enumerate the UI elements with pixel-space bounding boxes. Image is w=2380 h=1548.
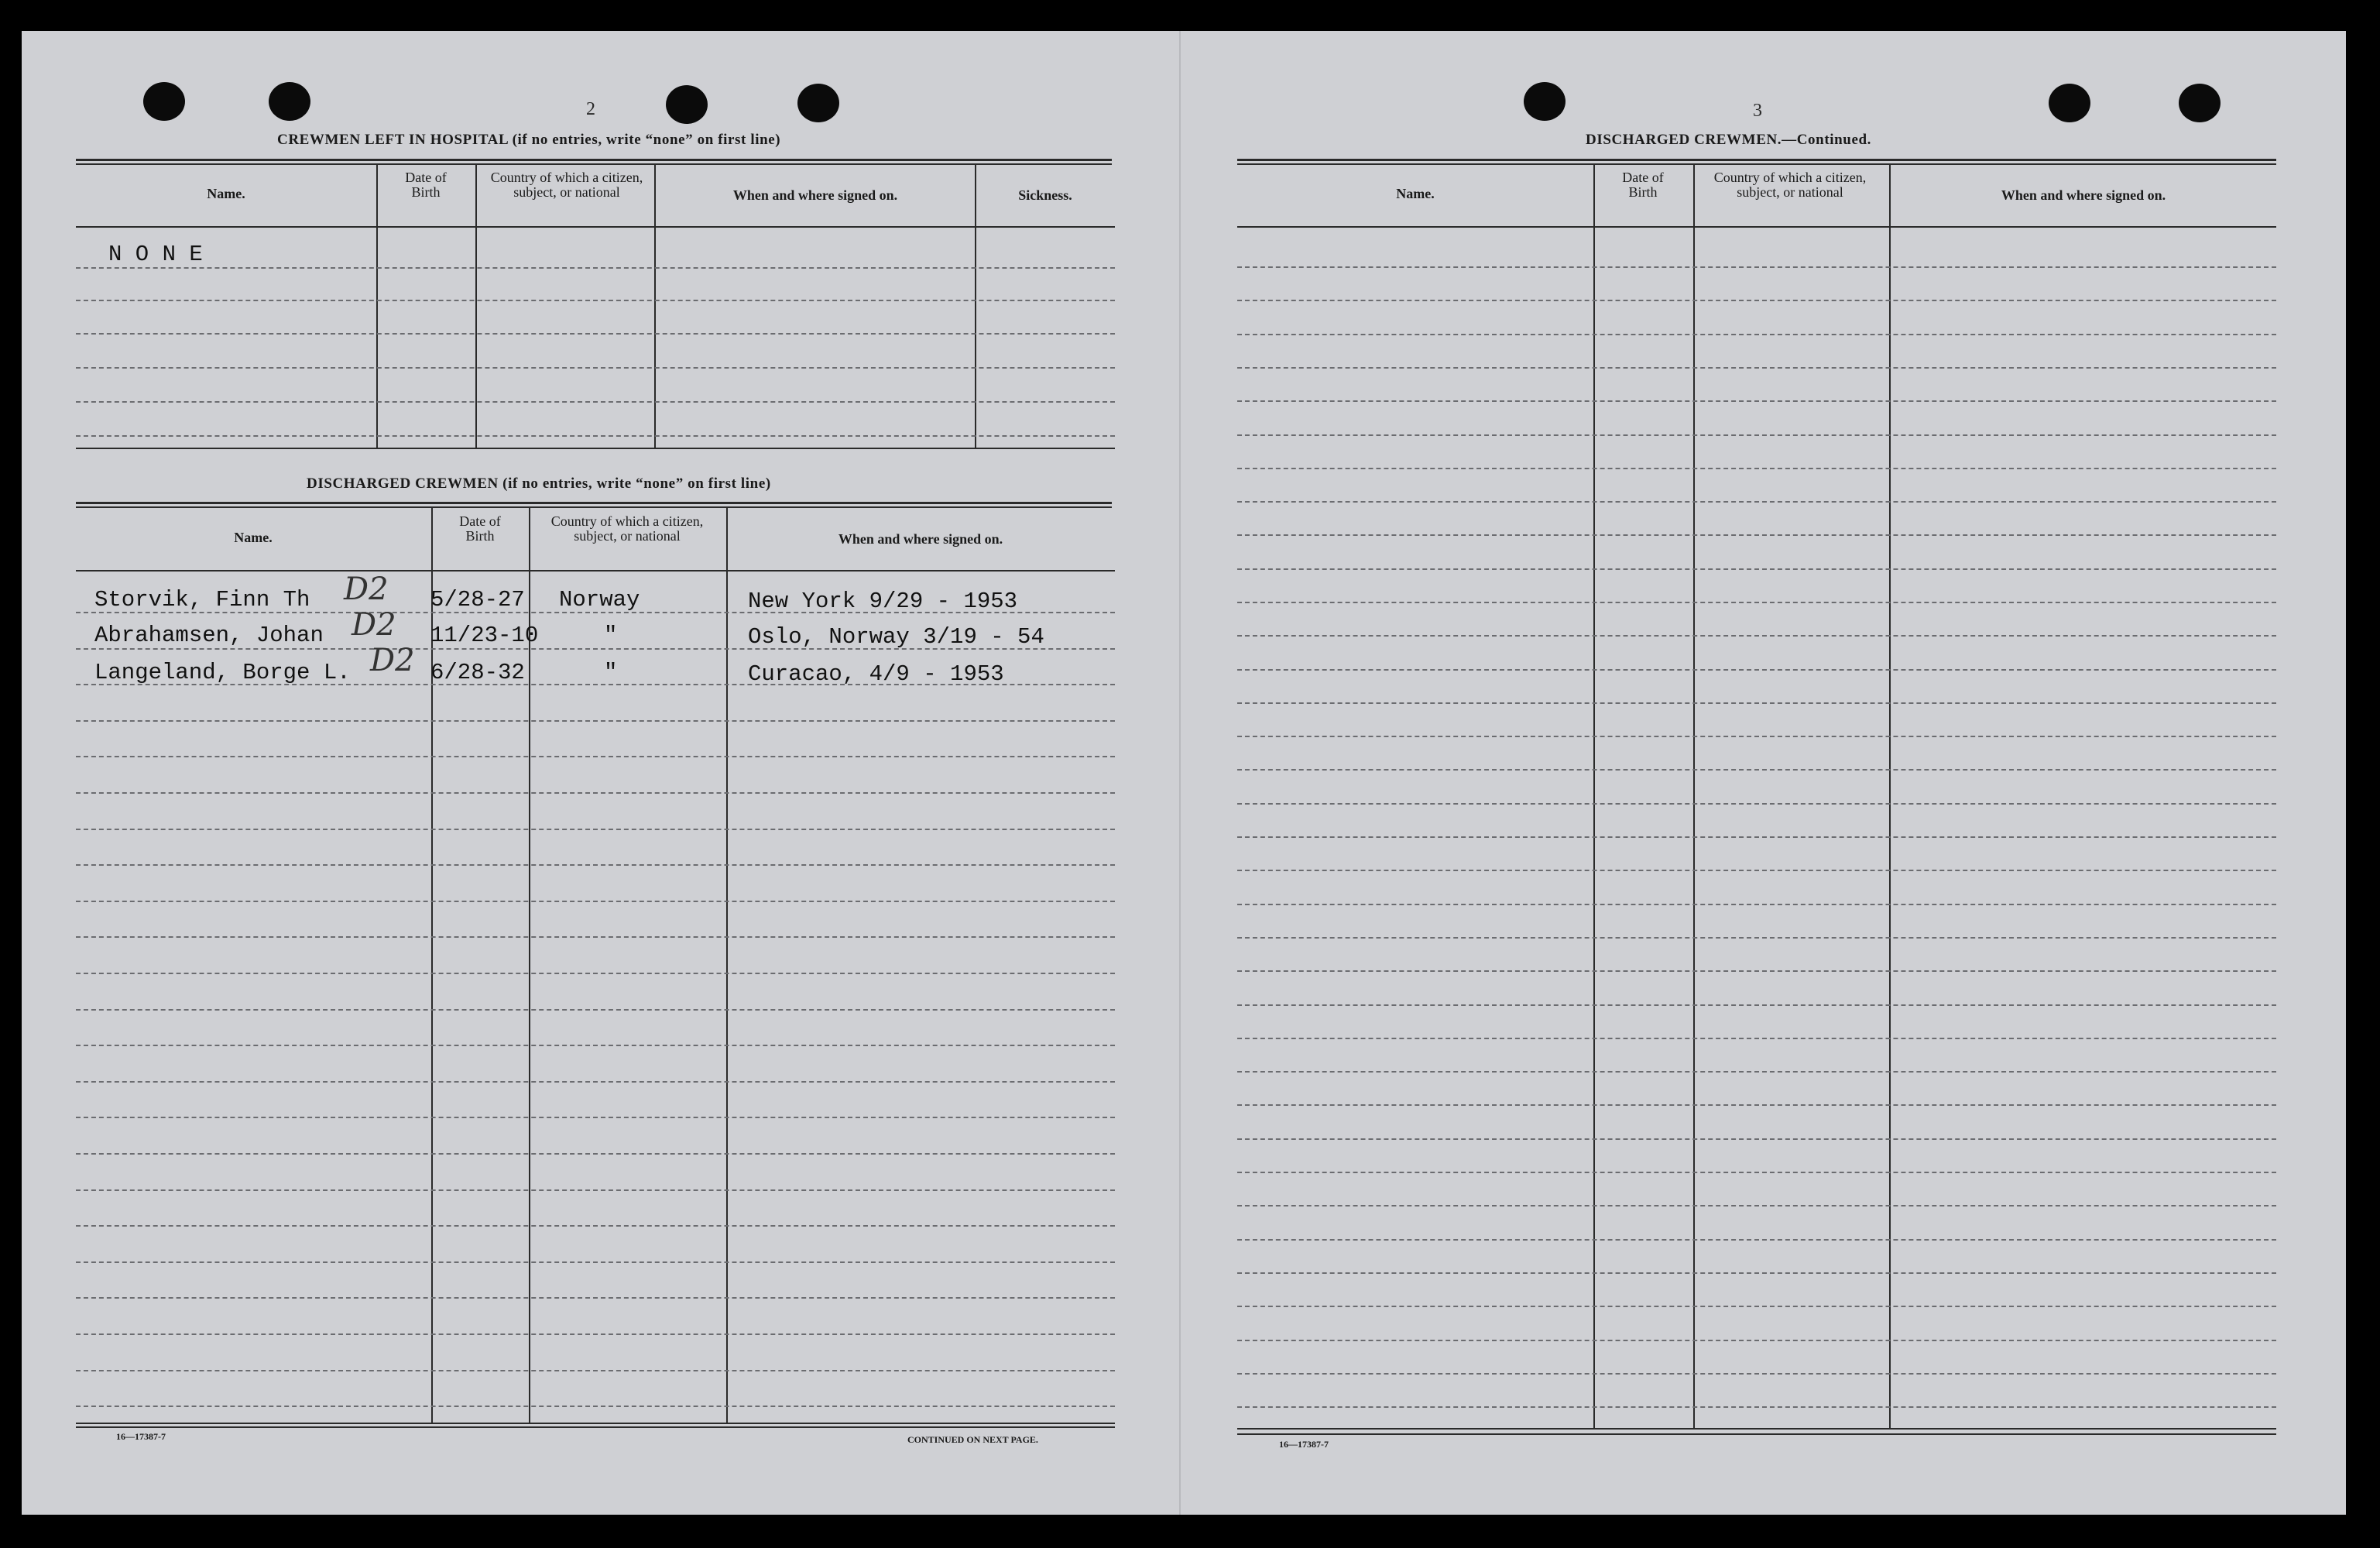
column-divider (475, 164, 477, 448)
handwritten-mark: D2 (370, 643, 415, 678)
column-divider (975, 164, 976, 448)
page-number: 3 (1753, 101, 1762, 121)
continued-note: CONTINUED ON NEXT PAGE. (907, 1434, 1038, 1445)
ruled-line (1237, 568, 2276, 570)
column-header-dob: Date of Birth (405, 170, 447, 200)
ruled-line (1237, 1172, 2276, 1173)
ruled-line (1237, 1373, 2276, 1375)
table-bottom-rule (1237, 1428, 2276, 1430)
ruled-line (76, 1333, 1115, 1335)
ruled-line (1237, 334, 2276, 335)
hospital-section-title: CREWMEN LEFT IN HOSPITAL (if no entries, write “none” on first line) (277, 132, 781, 148)
punch-hole (2049, 84, 2090, 122)
ruled-line (1237, 501, 2276, 503)
punch-hole (666, 85, 708, 124)
column-divider (726, 508, 728, 1423)
ruled-line (76, 1370, 1115, 1371)
crew-country: " (604, 623, 618, 648)
crew-name: Langeland, Borge L. (94, 660, 351, 685)
ruled-line (76, 973, 1115, 974)
handwritten-mark: D2 (344, 571, 389, 607)
ruled-line (76, 1009, 1115, 1011)
table-top-rule (76, 163, 1112, 165)
handwritten-mark: D2 (352, 607, 396, 643)
ruled-line (76, 829, 1115, 830)
ruled-line (1237, 400, 2276, 402)
ruled-line (76, 864, 1115, 866)
column-header-name: Name. (1396, 186, 1435, 201)
ruled-line (1237, 1306, 2276, 1307)
header-bottom-rule (76, 570, 1115, 571)
ruled-line (1237, 1205, 2276, 1206)
crew-dob: 5/28-27 (430, 587, 525, 613)
ruled-line (76, 333, 1115, 335)
ruled-line (76, 367, 1115, 369)
crew-signed: Oslo, Norway 3/19 - 54 (748, 624, 1044, 650)
ruled-line (76, 1045, 1115, 1046)
ruled-line (76, 267, 1115, 269)
ruled-line (76, 901, 1115, 902)
ruled-line (1237, 736, 2276, 737)
crew-country: Norway (559, 587, 640, 613)
ruled-line (1237, 669, 2276, 671)
ruled-line (1237, 1071, 2276, 1073)
column-header-dob: Date of Birth (1622, 170, 1664, 200)
ruled-line (1237, 1038, 2276, 1039)
crew-name: Storvik, Finn Th (94, 587, 310, 613)
ruled-line (76, 720, 1115, 722)
ruled-line (76, 1406, 1115, 1407)
ruled-line (76, 1153, 1115, 1155)
ruled-line (1237, 266, 2276, 268)
ruled-line (1237, 702, 2276, 704)
column-header-sickness: Sickness. (1018, 187, 1072, 203)
table-top-rule (1237, 163, 2276, 165)
crew-signed: New York 9/29 - 1953 (748, 589, 1018, 614)
punch-hole (797, 84, 839, 122)
ruled-line (1237, 1104, 2276, 1106)
ruled-line (1237, 1272, 2276, 1274)
ruled-line (76, 756, 1115, 757)
ruled-line (76, 1189, 1115, 1191)
ruled-line (76, 1117, 1115, 1118)
table-bottom-rule (76, 1423, 1115, 1424)
table-bottom-rule (76, 448, 1115, 449)
table-top-rule (76, 506, 1112, 508)
ruled-line (1237, 1239, 2276, 1241)
ruled-line (76, 300, 1115, 301)
ruled-line (1237, 836, 2276, 838)
punch-hole (269, 82, 310, 121)
ruled-line (1237, 1004, 2276, 1006)
table-top-rule (1237, 159, 2276, 161)
column-header-country: Country of which a citizen, subject, or national (490, 170, 643, 200)
table-top-rule (76, 502, 1112, 504)
crew-dob: 6/28-32 (430, 660, 525, 685)
hospital-entry: N O N E (108, 242, 203, 267)
ruled-line (1237, 534, 2276, 536)
table-bottom-rule (76, 1426, 1115, 1428)
discharged-section-title: DISCHARGED CREWMEN (if no entries, write “none” on first line) (307, 475, 771, 492)
crew-signed: Curacao, 4/9 - 1953 (748, 661, 1004, 687)
ruled-line (76, 1261, 1115, 1263)
punch-hole (143, 82, 185, 121)
ruled-line (76, 1297, 1115, 1299)
ruled-line (1237, 870, 2276, 871)
ruled-line (1237, 602, 2276, 603)
form-number: 16—17387-7 (116, 1431, 166, 1442)
ruled-line (1237, 300, 2276, 301)
punch-hole (2179, 84, 2221, 122)
ruled-line (1237, 1138, 2276, 1140)
ruled-line (76, 936, 1115, 938)
ruled-line (76, 1225, 1115, 1227)
ruled-line (1237, 970, 2276, 972)
discharged-continued-title: DISCHARGED CREWMEN.—Continued. (1586, 132, 1872, 148)
table-bottom-rule (1237, 1433, 2276, 1435)
ruled-line (76, 1081, 1115, 1083)
ruled-line (76, 792, 1115, 794)
ruled-line (1237, 769, 2276, 771)
ruled-line (1237, 904, 2276, 905)
crew-name: Abrahamsen, Johan (94, 623, 324, 648)
column-header-signed: When and where signed on. (732, 187, 898, 203)
column-header-country: Country of which a citizen, subject, or national (1713, 170, 1867, 200)
ruled-line (1237, 937, 2276, 939)
ruled-line (1237, 434, 2276, 436)
ruled-line (1237, 803, 2276, 805)
ruled-line (1237, 367, 2276, 369)
punch-hole (1524, 82, 1566, 121)
ruled-line (1237, 635, 2276, 637)
ruled-line (1237, 1340, 2276, 1341)
column-header-signed: When and where signed on. (2001, 187, 2166, 203)
ruled-line (76, 401, 1115, 403)
crew-country: " (604, 660, 618, 685)
crew-dob: 11/23-10 (430, 623, 539, 648)
page-fold (1179, 31, 1181, 1515)
page-number: 2 (586, 99, 595, 119)
column-header-name: Name. (207, 186, 245, 201)
ruled-line (1237, 1406, 2276, 1408)
column-divider (654, 164, 656, 448)
ruled-line (1237, 468, 2276, 469)
column-header-signed: When and where signed on. (838, 531, 1003, 547)
header-bottom-rule (1237, 226, 2276, 228)
column-divider (376, 164, 378, 448)
header-bottom-rule (76, 226, 1115, 228)
column-header-country: Country of which a citizen, subject, or national (550, 513, 704, 544)
form-number: 16—17387-7 (1279, 1439, 1329, 1450)
document-paper (22, 31, 2346, 1515)
column-header-name: Name. (234, 530, 273, 545)
ruled-line (76, 435, 1115, 437)
column-header-dob: Date of Birth (459, 513, 501, 544)
table-top-rule (76, 159, 1112, 161)
